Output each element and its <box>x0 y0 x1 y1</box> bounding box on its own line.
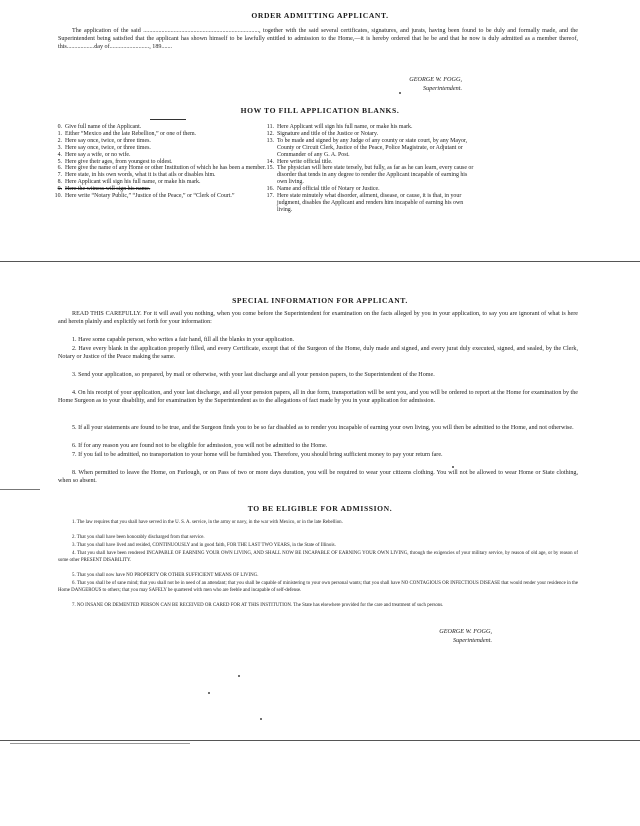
list-item: 12. Signature and title of the Justice or Notary. <box>266 130 379 137</box>
special-item-6: 6. If for any reason you are found not to be eligible for admission, you will not be admitted to the Home. <box>72 443 328 449</box>
scan-speck <box>399 92 401 94</box>
list-item: 2. Here say once, twice, or three times. <box>57 137 151 144</box>
list-item: 10. Here write “Notary Public,” “Justice of the Peace,” or “Clerk of Court.” <box>54 193 235 200</box>
scan-speck <box>452 466 454 468</box>
special-info-title: SPECIAL INFORMATION FOR APPLICANT. <box>232 296 408 305</box>
eligible-item-7: 7. NO INSANE OR DEMENTED PERSON CAN BE RECEIVED OR CARED FOR AT THIS INSTITUTION. The State has elsewhere provided for the care and treatment of such persons. <box>72 603 444 608</box>
special-item-1: 1. Have some capable person, who writes a fair hand, fill all the blanks in your application. <box>72 337 295 343</box>
eligible-item-1: 1. The law requires that you shall have served in the U. S. A. service, in the army or navy, in the war with Mexico, or in the late Rebellion. <box>72 520 343 525</box>
order-paragraph: The application of the said ............................................................................, together with the said several certificates, signatures, and jurats, having been found to be duly and formally made, and the Superintendent being satisfied that the applicant has shown himself to be lawfully entitled to admission to the Home,—it is hereby ordered that he be and that he now is duly admitted as a member thereof, this..................day of.........................., 189....... <box>58 28 578 51</box>
eligible-item-2: 2. That you shall have been honorably discharged from that service. <box>72 535 205 540</box>
special-item-8: 8. When permitted to leave the Home, on Furlough, or on Pass of two or more days duration, you will be required to wear your citizens clothing. You will not be allowed to wear Home or State clothing, when so absent. <box>58 470 578 485</box>
list-item: 3. Here say once, twice, or three times. <box>57 144 151 151</box>
order-signature-title: Superintendent. <box>422 85 462 92</box>
page-crease-line <box>0 261 640 262</box>
special-item-7: 7. If you fail to be admitted, no transportation to your home will be furnished you. Therefore, you should bring sufficient money to pay your return fare. <box>72 452 443 458</box>
order-signature-name: GEORGE W. FOGG, <box>409 76 462 83</box>
bottom-fold-line <box>0 740 640 741</box>
special-item-4: 4. On his receipt of your application, and your last discharge, and all your pension papers, all in due form, transportation will be sent you, and you will be ordered to report at the Home for examination by the Home Surgeon as to your disability, and for examination by the Superintendent as to the allegations of fact made by you in your application for admission. <box>58 390 578 405</box>
eligible-item-4: 4. That you shall have been rendered INCAPABLE OF EARNING YOUR OWN LIVING, AND SHALL NOW BE INCAPABLE OF EARNING YOUR OWN LIVING, through the exigencies of your military service, by reason of old age, or by reason of some other PRESENT DISABILITY. <box>58 551 578 564</box>
eligible-item-6: 6. That you shall be of sane mind; that you shall not be in need of an attendant; that you shall be capable of ministering to your own personal wants; that you shall have NO CONTAGIOUS OR INFECTIOUS DISEASE that would render your residence in the Home DANGEROUS to others; that you may SAFELY be quartered with men who are feeble and incapable of self-defense. <box>58 581 578 594</box>
special-item-2: 2. Have every blank in the application properly filled, and every Certificate, except that of the Surgeon of the Home, duly made and signed, and every jurat duly executed, signed, and sealed, by the Clerk, Notary or Justice of the Peace making the same. <box>58 346 578 361</box>
order-title: ORDER ADMITTING APPLICANT. <box>251 11 389 20</box>
list-item: 7. Here state, in his own words, what it is that ails or disables him. <box>57 172 216 179</box>
list-item: 6. Here give the name of any Home or other Institution of which he has been a member. <box>57 165 267 172</box>
scan-speck <box>238 675 240 677</box>
scan-speck <box>208 692 210 694</box>
title-divider <box>150 119 186 120</box>
list-item: 14. Here write official title. <box>266 158 333 165</box>
eligible-signature-title: Superintendent. <box>452 637 492 644</box>
special-item-5: 5. If all your statements are found to be true, and the Surgeon finds you to be so far disabled as to render you incapable of earning your own living, you will then be admitted to the Home, and not otherwise. <box>72 425 574 431</box>
list-item: 17. Here state minutely what disorder, ailment, disease, or cause, it is that, in your judgment, disables the Applicant and renders him incapable of earning his own living. <box>266 193 464 213</box>
instructions-left-column <box>50 124 268 200</box>
list-item: 1. Either “Mexico and the late Rebellion,” or one of them. <box>57 130 197 137</box>
how-to-fill-title: HOW TO FILL APPLICATION BLANKS. <box>240 106 400 115</box>
eligible-title: TO BE ELIGIBLE FOR ADMISSION. <box>247 504 393 513</box>
list-item: 8. Here Applicant will sign his full name, or make his mark. <box>57 179 201 186</box>
list-item-struck: 9. Here the witness will sign his name. <box>57 186 151 193</box>
special-intro: READ THIS CAREFULLY. For it will avail you nothing, when you come before the Superintendent for examination on the facts alleged by you in your application, to say you are ignorant of what is here and herein plainly and explicitly set forth for your information: <box>58 311 578 326</box>
special-item-3: 3. Send your application, so prepared, by mail or otherwise, with your last discharge and all your pension papers, to the Superintendent of the Home. <box>72 372 435 378</box>
instructions-right-column <box>262 124 474 214</box>
list-item: 4. Here say a wife, or no wife. <box>57 151 131 158</box>
bottom-fold-line-faint <box>10 743 190 744</box>
list-item: 0. Give full name of the Applicant. <box>57 124 142 130</box>
eligible-item-3: 3. That you shall have lived and resided, CONTINUOUSLY and in good faith, FOR THE LAST TWO YEARS, in the State of Illinois. <box>72 543 336 548</box>
scan-speck <box>260 718 262 720</box>
eligible-signature-name: GEORGE W. FOGG, <box>439 628 492 635</box>
margin-mark <box>0 489 40 490</box>
list-item: 13. To be made and signed by any Judge of any county or state court, by any Mayor, County or Circuit Clerk, Justice of the Peace, Police Magistrate, or Adjutant or Commander of any G. A. Post. <box>266 137 468 158</box>
list-item: 15. The physician will here state tersely, but fully, as far as he can learn, every cause or disorder that tends in any degree to render the Applicant incapable of earning his own living. <box>266 165 474 186</box>
list-item: 5. Here give their ages, from youngest to oldest. <box>57 158 173 165</box>
list-item: 11. Here Applicant will sign his full name, or make his mark. <box>266 124 413 130</box>
eligible-item-5: 5. That you shall now have NO PROPERTY OR OTHER SUFFICIENT MEANS OF LIVING. <box>72 573 259 578</box>
list-item: 16. Name and official title of Notary or Justice. <box>266 186 380 193</box>
